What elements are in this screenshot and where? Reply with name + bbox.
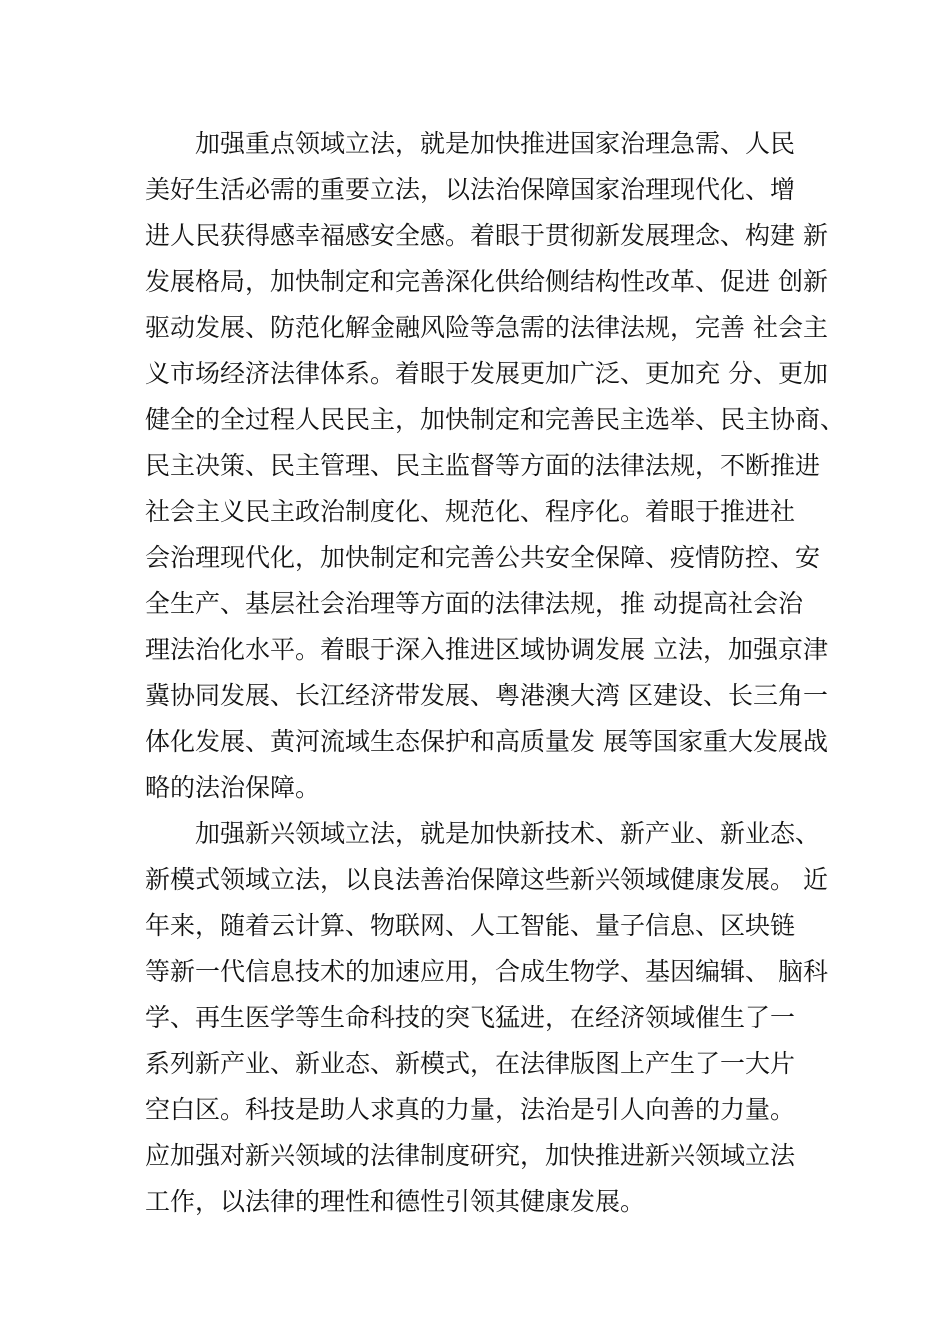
text-line: 系列新产业、新业态、新模式，在法律版图上产生了一大片 [145,1049,796,1078]
text-line: 美好生活必需的重要立法，以法治保障国家治理现代化、增 [145,175,796,204]
text-line: 发展格局，加快制定和完善深化供给侧结构性改革、促进 创新 [145,267,828,296]
text-line: 新模式领域立法，以良法善治保障这些新兴领域健康发展。 近 [145,865,828,894]
text-line: 会治理现代化，加快制定和完善公共安全保障、疫情防控、安 [145,543,821,572]
text-line: 驱动发展、防范化解金融风险等急需的法律法规，完善 社会主 [145,313,828,342]
text-line: 工作，以法律的理性和德性引领其健康发展。 [145,1187,646,1216]
text-line: 全生产、基层社会治理等方面的法律法规，推 动提高社会治 [145,589,803,618]
text-line: 健全的全过程人民民主，加快制定和完善民主选举、民主协商、 [145,405,846,434]
text-line: 民主决策、民主管理、民主监督等方面的法律法规，不断推进 [145,451,821,480]
text-line: 进人民获得感幸福感安全感。着眼于贯彻新发展理念、构建 新 [145,221,828,250]
text-line: 等新一代信息技术的加速应用，合成生物学、基因编辑、 脑科 [145,957,828,986]
paragraph-2 [145,811,845,1225]
text-line: 冀协同发展、长江经济带发展、粤港澳大湾 区建设、长三角一 [145,681,828,710]
text-line: 加强新兴领域立法，就是加快新技术、新产业、新业态、 [195,819,821,848]
paragraph-1 [145,121,845,811]
text-line: 加强重点领域立法，就是加快推进国家治理急需、人民 [195,129,796,158]
text-line: 体化发展、黄河流域生态保护和高质量发 展等国家重大发展战 [145,727,828,756]
text-line: 理法治化水平。着眼于深入推进区域协调发展 立法，加强京津 [145,635,828,664]
text-line: 年来，随着云计算、物联网、人工智能、量子信息、区块链 [145,911,796,940]
text-line: 义市场经济法律体系。着眼于发展更加广泛、更加充 分、更加 [145,359,828,388]
text-line: 学、再生医学等生命科技的突飞猛进，在经济领域催生了一 [145,1003,796,1032]
text-line: 社会主义民主政治制度化、规范化、程序化。着眼于推进社 [145,497,796,526]
text-line: 空白区。科技是助人求真的力量，法治是引人向善的力量。 [145,1095,796,1124]
body-text [145,121,845,1225]
text-line: 应加强对新兴领域的法律制度研究，加快推进新兴领域立法 [145,1141,796,1170]
text-line: 略的法治保障。 [145,773,321,802]
